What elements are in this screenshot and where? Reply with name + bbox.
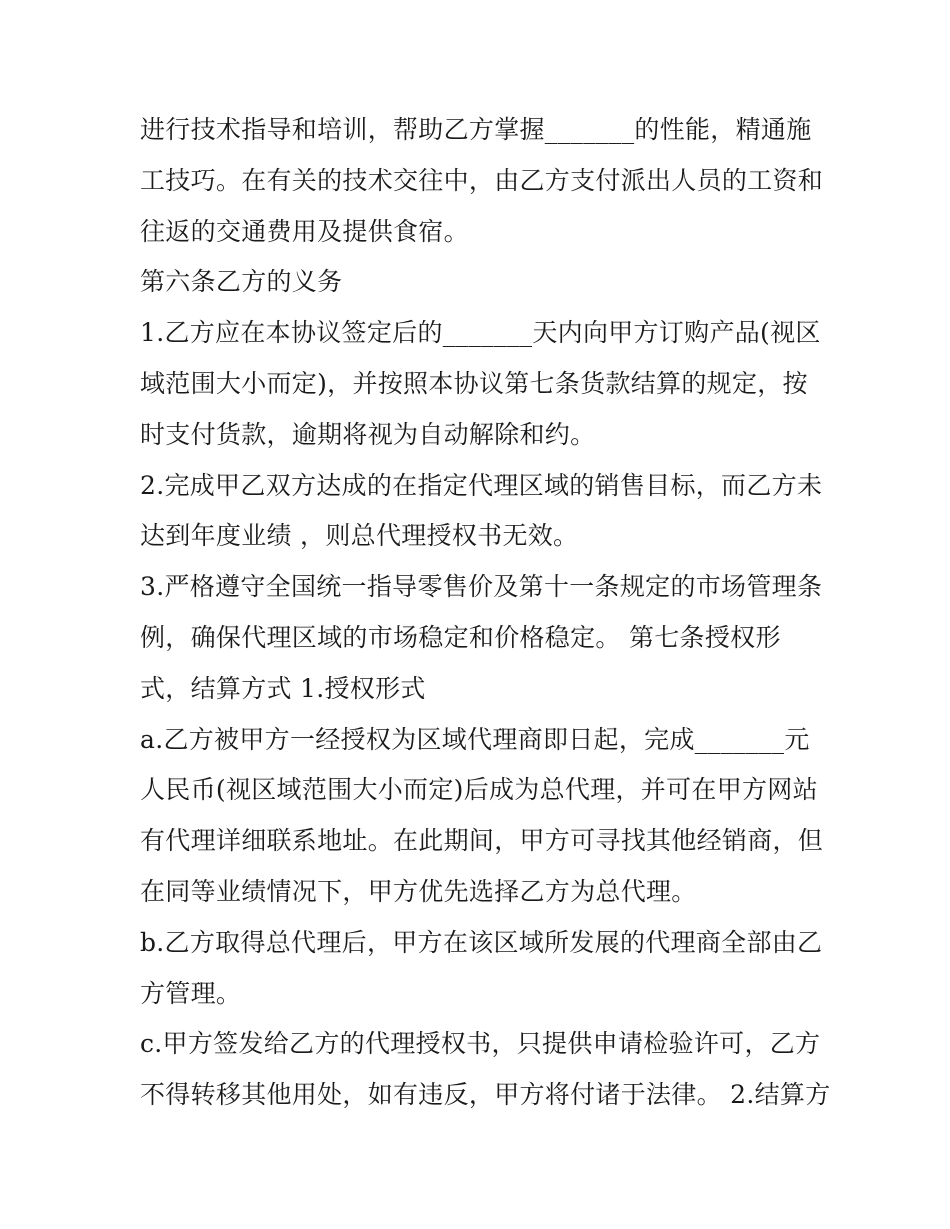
text-line: 工技巧。在有关的技术交往中，由乙方支付派出人员的工资和 [140,165,824,195]
text-line: 域范围大小而定)，并按照本协议第七条货款结算的规定，按 [140,368,808,398]
text-line: 例，确保代理区域的市场稳定和价格稳定。 第七条授权形 [140,622,781,652]
text-line: 3.严格遵守全国统一指导零售价及第十一条规定的市场管理条 [140,572,823,602]
text-line: 进行技术指导和培训，帮助乙方掌握_______的性能，精通施 [140,115,812,144]
text-line: 往返的交通费用及提供食宿。 [140,216,469,246]
text-line: 式，结算方式 1.授权形式 [140,673,426,703]
text-line: 人民币(视区域范围大小而定)后成为总代理，并可在甲方网站 [140,775,818,805]
section-heading: 第六条乙方的义务 [140,267,343,297]
text-line: 时支付货款，逾期将视为自动解除和约。 [140,419,596,449]
text-line: 1.乙方应在本协议签定后的_______天内向甲方订购产品(视区 [140,318,821,348]
text-line: b.乙方取得总代理后，甲方在该区域所发展的代理商全部由乙 [140,927,823,957]
text-line: a.乙方被甲方一经授权为区域代理商即日起，完成_______元 [140,724,810,754]
text-line: 方管理。 [140,978,242,1008]
text-line: 达到年度业绩 ，则总代理授权书无效。 [140,521,579,551]
text-line: 不得转移其他用处，如有违反，甲方将付诸于法律。 2.结算方 [140,1080,831,1110]
text-line: 2.完成甲乙双方达成的在指定代理区域的销售目标，而乙方未 [140,470,823,500]
document-page [140,105,840,1121]
text-line: 有代理详细联系地址。在此期间，甲方可寻找其他经销商，但 [140,826,824,856]
text-line: 在同等业绩情况下，甲方优先选择乙方为总代理。 [140,876,697,906]
text-line: c.甲方签发给乙方的代理授权书，只提供申请检验许可，乙方 [140,1029,821,1059]
